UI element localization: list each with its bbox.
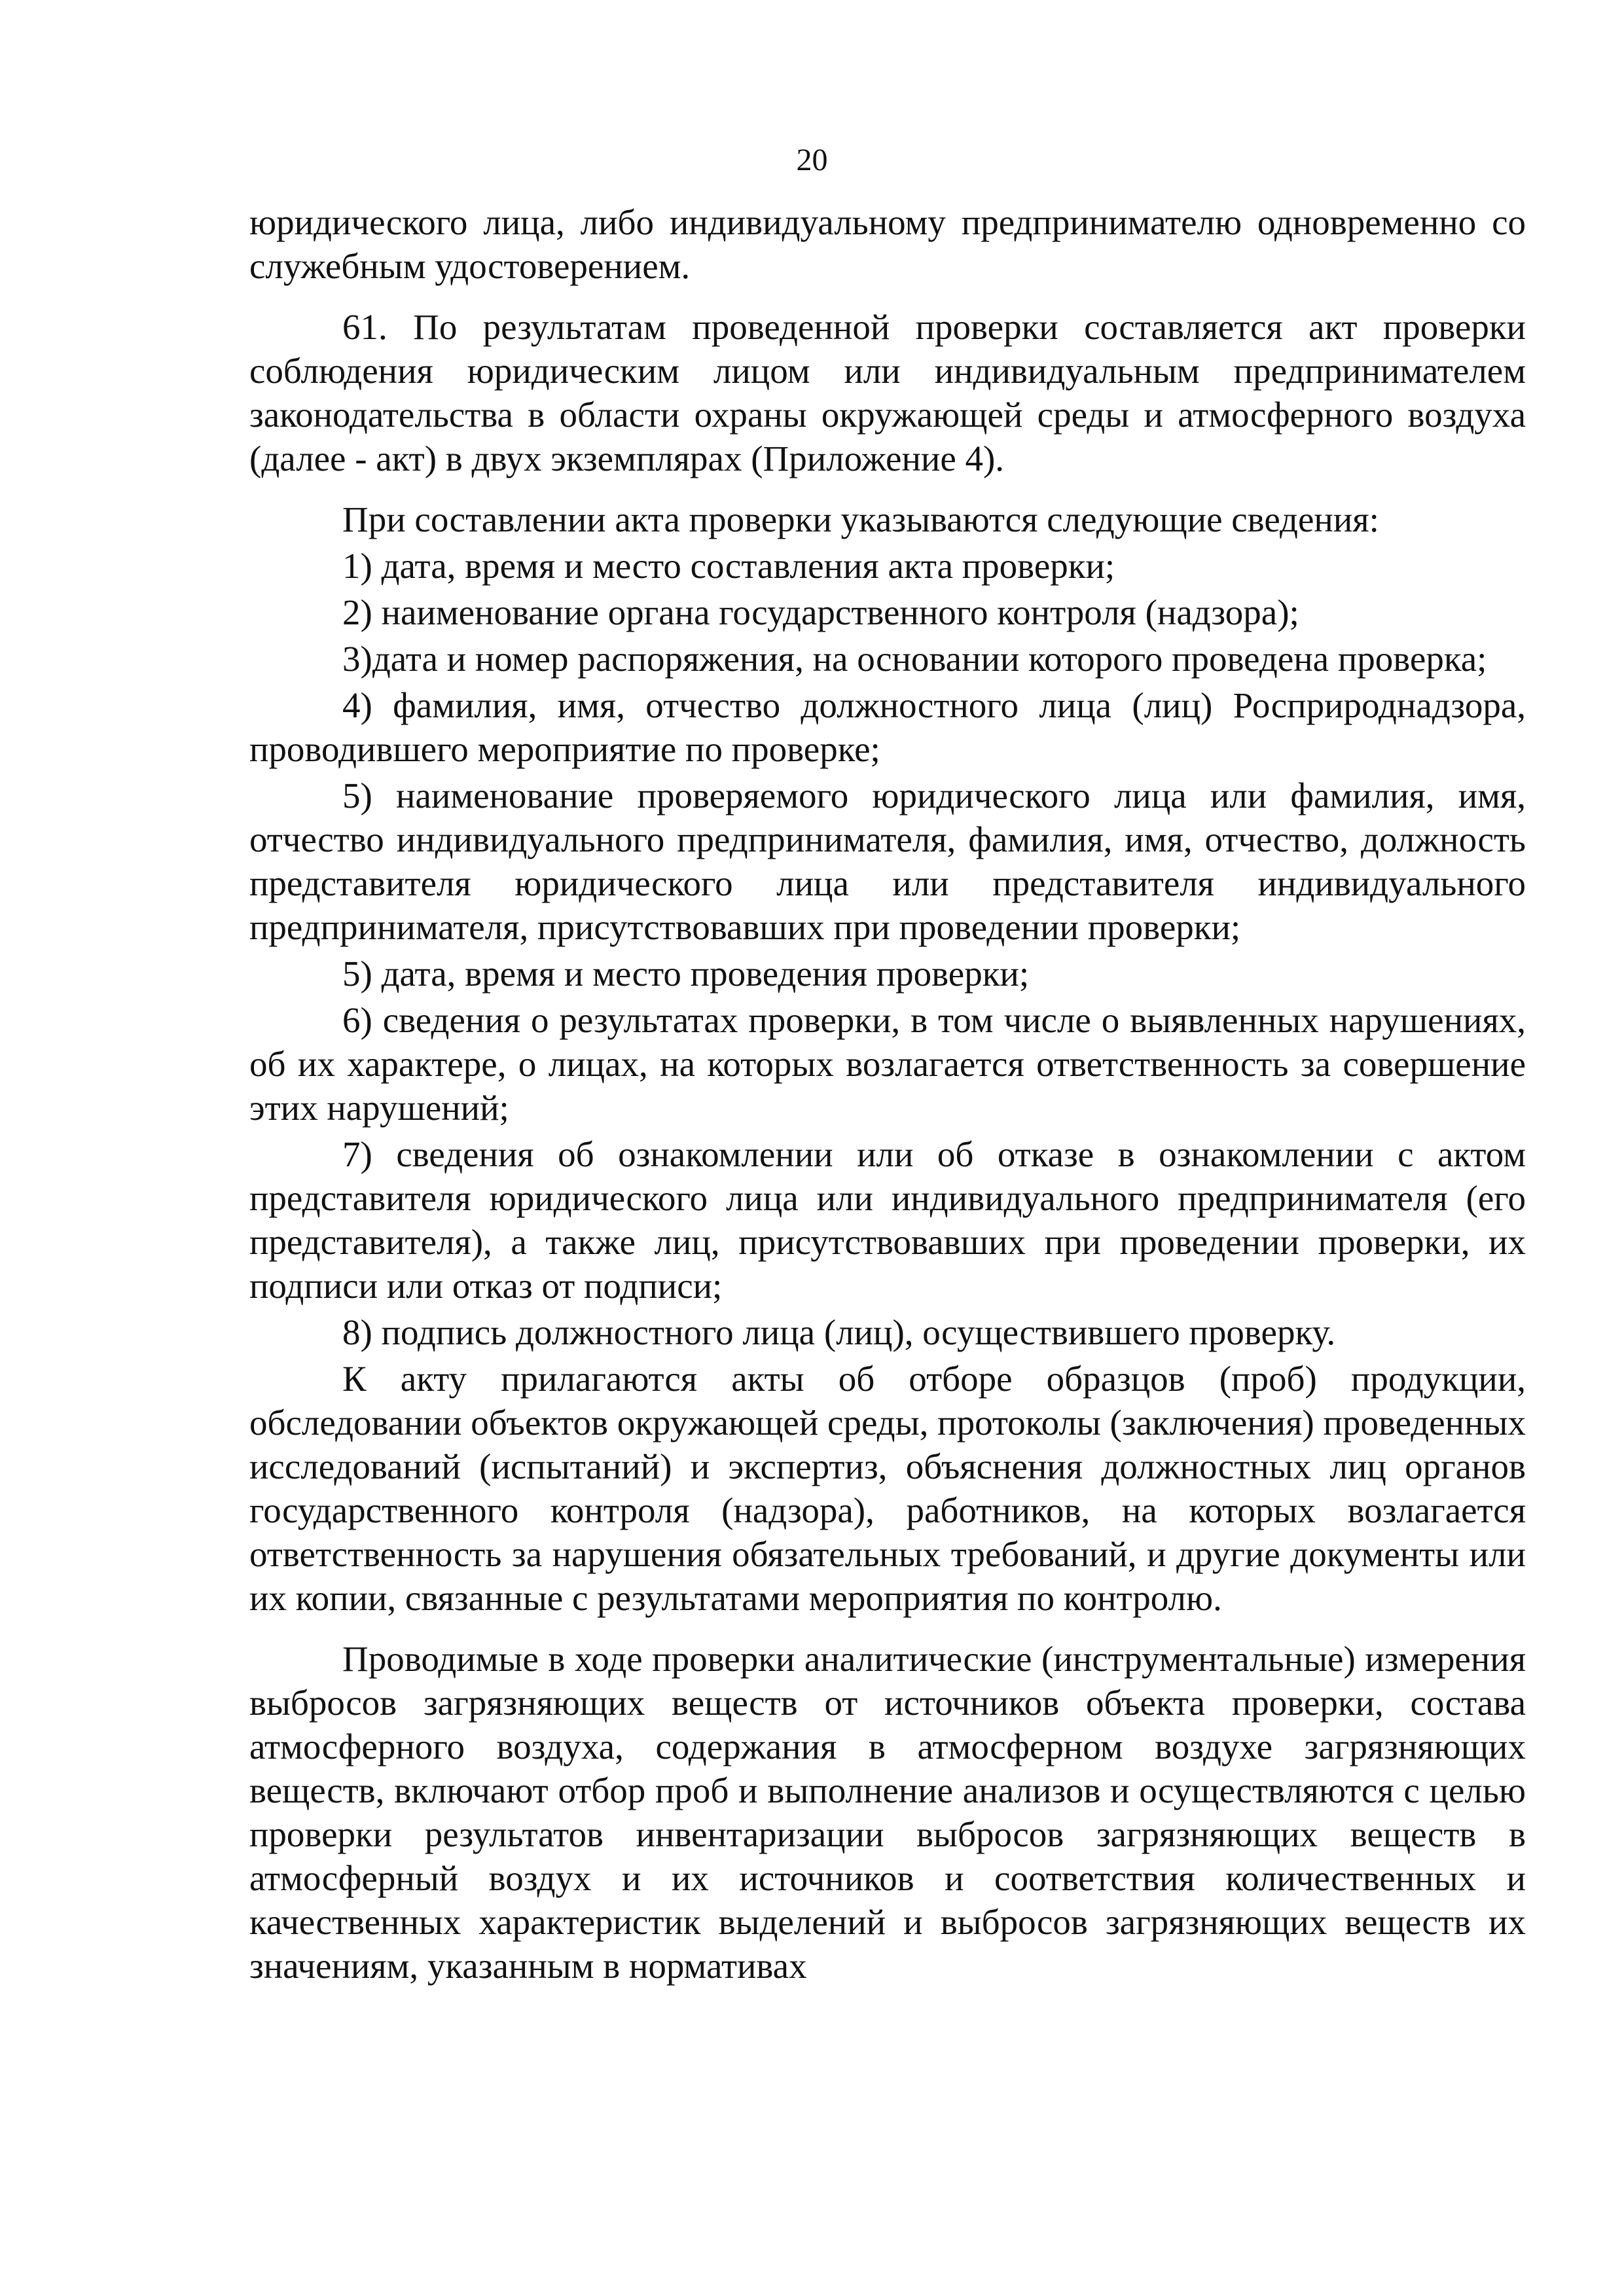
list-item-7: 7) сведения об ознакомлении или об отказе в ознакомлении с актом представителя юридического лица или индивидуального предпринимателя (его представителя), а также лиц, присутствовавших при проведении проверки, их подписи или отказ от подписи; xyxy=(249,1134,1526,1306)
document-body xyxy=(249,200,1526,1990)
list-item-2: 2) наименование органа государственного контроля (надзора); xyxy=(342,592,1299,632)
paragraph-measurements: Проводимые в ходе проверки аналитические (инструментальные) измерения выбросов загрязняющих веществ от источников объекта проверки, состава атмосферного воздуха, содержания в атмосферном воздухе загрязняющих веществ, включают отбор проб и выполнение анализов и осуществляются с целью проверки результатов инвентаризации выбросов загрязняющих веществ в атмосферный воздух и их источников и соответствия количественных и качественных характеристик выделений и выбросов загрязняющих веществ их значениям, указанным в нормативах xyxy=(249,1639,1526,1986)
list-item-1: 1) дата, время и место составления акта проверки; xyxy=(342,546,1115,586)
list-item-8: 8) подпись должностного лица (лиц), осуществившего проверку. xyxy=(342,1312,1336,1352)
paragraph-61: 61. По результатам проведенной проверки составляется акт проверки соблюдения юридическим лицом или индивидуальным предпринимателем законодательства в области охраны окружающей среды и атмосферного воздуха (далее - акт) в двух экземплярах (Приложение 4). xyxy=(249,307,1526,478)
list-item-6: 6) сведения о результатах проверки, в том числе о выявленных нарушениях, об их характере, о лицах, на которых возлагается ответственность за совершение этих нарушений; xyxy=(249,1000,1526,1128)
paragraph-attachments: К акту прилагаются акты об отборе образцов (проб) продукции, обследовании объектов окружающей среды, протоколы (заключения) проведенных исследований (испытаний) и экспертиз, объяснения должностных лиц органов государственного контроля (надзора), работников, на которых возлагается ответственность за нарушения обязательных требований, и другие документы или их копии, связанные с результатами мероприятия по контролю. xyxy=(249,1359,1526,1618)
list-item-5a: 5) наименование проверяемого юридического лица или фамилия, имя, отчество индивидуального предпринимателя, фамилия, имя, отчество, должность представителя юридического лица или представителя индивидуального предпринимателя, присутствовавших при проведении проверки; xyxy=(249,776,1526,947)
paragraph-continuation: юридического лица, либо индивидуальному предпринимателю одновременно со служебным удостоверением. xyxy=(249,202,1526,286)
paragraph-intro-list: При составлении акта проверки указываются следующие сведения: xyxy=(342,499,1379,539)
list-item-4: 4) фамилия, имя, отчество должностного лица (лиц) Росприроднадзора, проводившего мероприятие по проверке; xyxy=(249,685,1526,769)
page-number: 20 xyxy=(796,143,828,177)
list-item-3: 3)дата и номер распоряжения, на основании которого проведена проверка; xyxy=(342,639,1487,679)
list-item-5b: 5) дата, время и место проведения проверки; xyxy=(342,954,1030,994)
